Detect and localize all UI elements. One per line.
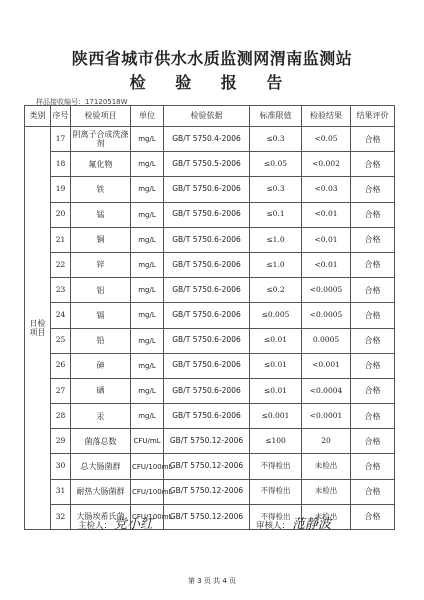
- unit-cell: mg/L: [131, 353, 164, 378]
- evaluation-cell: 合格: [351, 252, 395, 277]
- limit-cell: ≤0.3: [250, 177, 302, 202]
- table-row: [25, 278, 395, 303]
- evaluation-cell: 合格: [351, 328, 395, 353]
- unit-cell: mg/L: [131, 278, 164, 303]
- result-cell: 未检出: [302, 479, 351, 504]
- table-row: [25, 252, 395, 277]
- reviewer-sign: 范静波: [292, 517, 332, 532]
- item-name: 锌: [71, 252, 131, 277]
- table-row: [25, 378, 395, 403]
- header-limit: 标准限值: [250, 106, 302, 127]
- unit-cell: mg/L: [131, 303, 164, 328]
- unit-cell: mg/L: [131, 378, 164, 403]
- row-number: 28: [51, 404, 71, 429]
- unit-cell: mg/L: [131, 328, 164, 353]
- unit-cell: mg/L: [131, 252, 164, 277]
- row-number: 23: [51, 278, 71, 303]
- row-number: 27: [51, 378, 71, 403]
- method-cell: GB/T 5750.6-2006: [164, 378, 250, 403]
- limit-cell: ≤0.001: [250, 404, 302, 429]
- row-number: 24: [51, 303, 71, 328]
- limit-cell: ≤0.01: [250, 328, 302, 353]
- method-cell: GB/T 5750.6-2006: [164, 227, 250, 252]
- table-row: [25, 429, 395, 454]
- evaluation-cell: 合格: [351, 404, 395, 429]
- result-cell: <0.01: [302, 202, 351, 227]
- category-cell: 日检项目: [25, 127, 51, 530]
- limit-cell: ≤100: [250, 429, 302, 454]
- limit-cell: ≤0.3: [250, 127, 302, 152]
- item-name: 菌落总数: [71, 429, 131, 454]
- evaluation-cell: 合格: [351, 378, 395, 403]
- row-number: 26: [51, 353, 71, 378]
- evaluation-cell: 合格: [351, 227, 395, 252]
- method-cell: GB/T 5750.6-2006: [164, 303, 250, 328]
- header-result: 检验结果: [302, 106, 351, 127]
- row-number: 19: [51, 177, 71, 202]
- table-row: [25, 328, 395, 353]
- method-cell: GB/T 5750.4-2006: [164, 127, 250, 152]
- unit-cell: mg/L: [131, 127, 164, 152]
- header-item: 检验项目: [71, 106, 131, 127]
- result-cell: <0.01: [302, 227, 351, 252]
- evaluation-cell: 合格: [351, 454, 395, 479]
- unit-cell: mg/L: [131, 202, 164, 227]
- evaluation-cell: 合格: [351, 479, 395, 504]
- item-name: 镉: [71, 303, 131, 328]
- method-cell: GB/T 5750.6-2006: [164, 278, 250, 303]
- method-cell: GB/T 5750.12-2006: [164, 454, 250, 479]
- header-method: 检验依据: [164, 106, 250, 127]
- table-row: [25, 152, 395, 177]
- result-cell: 未检出: [302, 454, 351, 479]
- item-name: 铅: [71, 328, 131, 353]
- item-name: 大肠埃希氏菌: [71, 504, 131, 529]
- item-name: 氟化物: [71, 152, 131, 177]
- header-category: 类别: [25, 106, 51, 127]
- result-cell: <0.05: [302, 127, 351, 152]
- unit-cell: mg/L: [131, 404, 164, 429]
- result-cell: <0.0001: [302, 404, 351, 429]
- evaluation-cell: 合格: [351, 202, 395, 227]
- limit-cell: ≤0.01: [250, 353, 302, 378]
- method-cell: GB/T 5750.5-2006: [164, 152, 250, 177]
- unit-cell: CFU/100mL: [131, 454, 164, 479]
- limit-cell: 不得检出: [250, 504, 302, 529]
- table-row: [25, 479, 395, 504]
- row-number: 22: [51, 252, 71, 277]
- item-name: 硒: [71, 378, 131, 403]
- row-number: 29: [51, 429, 71, 454]
- unit-cell: mg/L: [131, 177, 164, 202]
- evaluation-cell: 合格: [351, 127, 395, 152]
- limit-cell: 不得检出: [250, 454, 302, 479]
- result-cell: <0.0005: [302, 303, 351, 328]
- method-cell: GB/T 5750.6-2006: [164, 202, 250, 227]
- row-number: 30: [51, 454, 71, 479]
- item-name: 砷: [71, 353, 131, 378]
- limit-cell: ≤1.0: [250, 227, 302, 252]
- report-title: 检 验 报 告: [129, 73, 295, 92]
- evaluation-cell: 合格: [351, 353, 395, 378]
- report-org-title: 陕西省城市供水水质监测网渭南监测站: [71, 49, 353, 68]
- table-row: [25, 303, 395, 328]
- limit-cell: ≤0.05: [250, 152, 302, 177]
- result-cell: 未检出: [302, 504, 351, 529]
- result-cell: 20: [302, 429, 351, 454]
- item-name: 耐热大肠菌群: [71, 479, 131, 504]
- inspector-sign: 党小红: [114, 517, 154, 532]
- item-name: 铜: [71, 227, 131, 252]
- table-row: [25, 177, 395, 202]
- table-row: [25, 202, 395, 227]
- unit-cell: CFU/100mL: [131, 479, 164, 504]
- unit-cell: CFU/100mL: [131, 504, 164, 529]
- row-number: 18: [51, 152, 71, 177]
- evaluation-cell: 合格: [351, 152, 395, 177]
- header-eval: 结果评价: [351, 106, 395, 127]
- evaluation-cell: 合格: [351, 303, 395, 328]
- evaluation-cell: 合格: [351, 504, 395, 529]
- item-name: 汞: [71, 404, 131, 429]
- inspector-label: 主检人：: [78, 521, 113, 531]
- table-row: [25, 404, 395, 429]
- row-number: 32: [51, 504, 71, 529]
- header-no: 序号: [51, 106, 71, 127]
- limit-cell: ≤1.0: [250, 252, 302, 277]
- limit-cell: ≤0.005: [250, 303, 302, 328]
- table-row: [25, 227, 395, 252]
- inspection-table: [24, 105, 395, 530]
- sample-number: 样品接收编号：17120518W: [36, 98, 128, 106]
- result-cell: 0.0005: [302, 328, 351, 353]
- method-cell: GB/T 5750.12-2006: [164, 429, 250, 454]
- row-number: 25: [51, 328, 71, 353]
- table-row: [25, 353, 395, 378]
- row-number: 21: [51, 227, 71, 252]
- unit-cell: CFU/mL: [131, 429, 164, 454]
- row-number: 31: [51, 479, 71, 504]
- row-number: 20: [51, 202, 71, 227]
- limit-cell: 不得检出: [250, 479, 302, 504]
- item-name: 铝: [71, 278, 131, 303]
- method-cell: GB/T 5750.6-2006: [164, 353, 250, 378]
- unit-cell: mg/L: [131, 227, 164, 252]
- result-cell: <0.0005: [302, 278, 351, 303]
- item-name: 铁: [71, 177, 131, 202]
- unit-cell: mg/L: [131, 152, 164, 177]
- header-unit: 单位: [131, 106, 164, 127]
- method-cell: GB/T 5750.6-2006: [164, 177, 250, 202]
- result-cell: <0.01: [302, 252, 351, 277]
- result-cell: <0.002: [302, 152, 351, 177]
- table-row: [25, 454, 395, 479]
- inspector-signature: [78, 513, 153, 532]
- method-cell: GB/T 5750.6-2006: [164, 328, 250, 353]
- method-cell: GB/T 5750.6-2006: [164, 404, 250, 429]
- item-name: 阴离子合成洗涤剂: [71, 127, 131, 152]
- method-cell: GB/T 5750.6-2006: [164, 252, 250, 277]
- page-number: 第 3 页 共 4 页: [187, 577, 237, 585]
- item-name: 锰: [71, 202, 131, 227]
- method-cell: GB/T 5750.12-2006: [164, 479, 250, 504]
- row-number: 17: [51, 127, 71, 152]
- evaluation-cell: 合格: [351, 278, 395, 303]
- limit-cell: ≤0.1: [250, 202, 302, 227]
- reviewer-label: 审核人：: [256, 521, 291, 531]
- item-name: 总大肠菌群: [71, 454, 131, 479]
- limit-cell: ≤0.01: [250, 378, 302, 403]
- evaluation-cell: 合格: [351, 429, 395, 454]
- result-cell: <0.03: [302, 177, 351, 202]
- reviewer-signature: [256, 513, 331, 532]
- limit-cell: ≤0.2: [250, 278, 302, 303]
- table-row: [25, 127, 395, 152]
- table-header-row: [25, 106, 395, 127]
- result-cell: <0.001: [302, 353, 351, 378]
- result-cell: <0.0004: [302, 378, 351, 403]
- method-cell: GB/T 5750.12-2006: [164, 504, 250, 529]
- evaluation-cell: 合格: [351, 177, 395, 202]
